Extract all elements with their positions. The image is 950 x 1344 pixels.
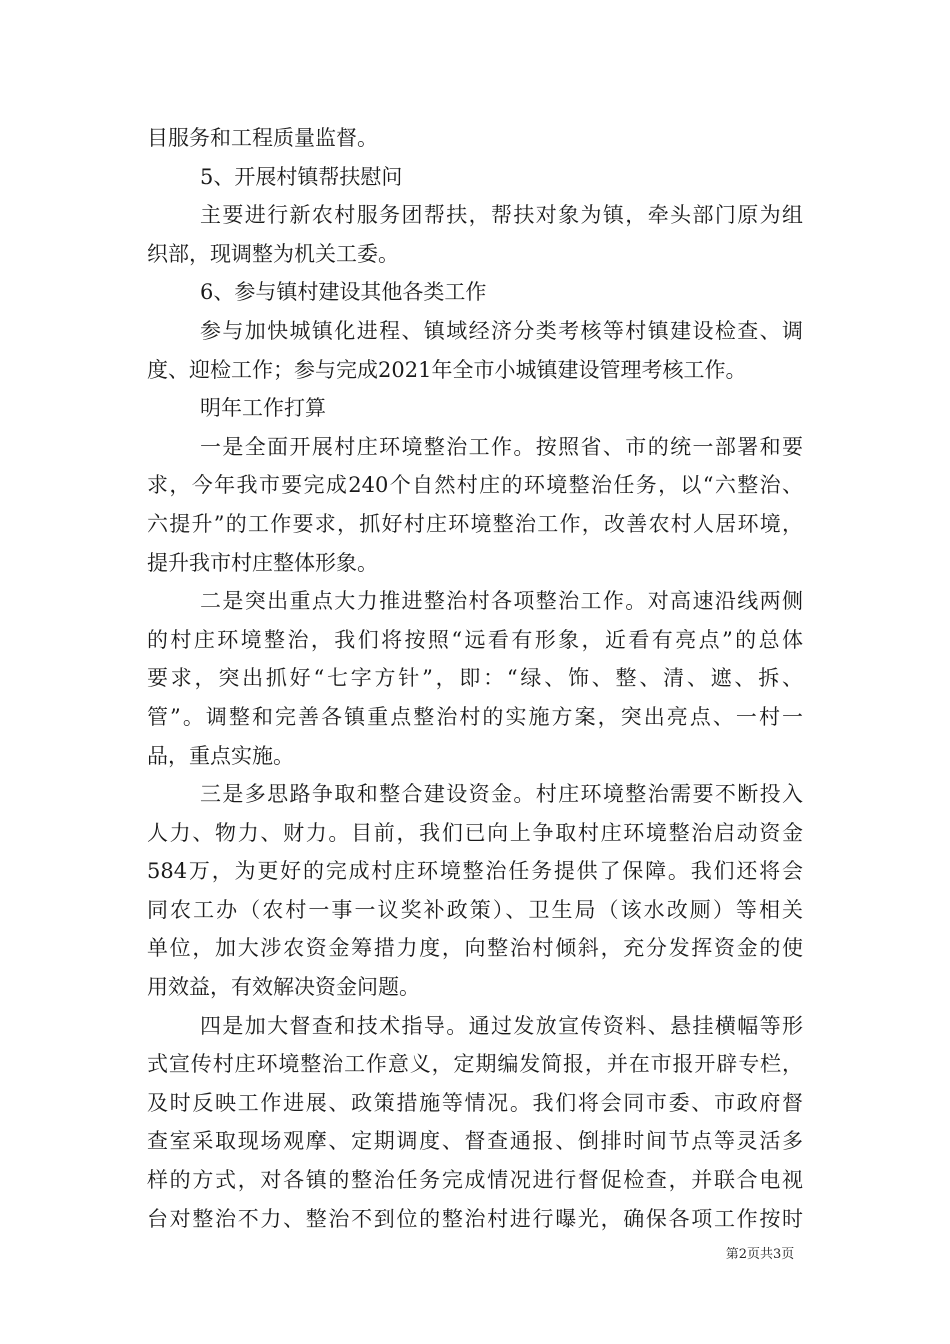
text-line: 式宣传村庄环境整治工作意义，定期编发简报，并在市报开辟专栏， bbox=[147, 1052, 803, 1077]
text-line: 度、迎检工作；参与完成2021年全市小城镇建设管理考核工作。 bbox=[147, 357, 747, 382]
text-line: 目服务和工程质量监督。 bbox=[147, 126, 378, 150]
text-line: 求，今年我市要完成240个自然村庄的环境整治任务，以“六整治、 bbox=[147, 473, 803, 498]
text-line: 584万，为更好的完成村庄环境整治任务提供了保障。我们还将会 bbox=[147, 859, 803, 884]
text-line: 三是多思路争取和整合建设资金。村庄环境整治需要不断投入 bbox=[200, 782, 803, 807]
text-line: 5、开展村镇帮扶慰问 bbox=[200, 164, 403, 189]
text-line: 六提升”的工作要求，抓好村庄环境整治工作，改善农村人居环境， bbox=[147, 511, 803, 536]
page-footer: 第2页共3页 bbox=[725, 1247, 795, 1262]
text-line: 台对整治不力、整治不到位的整治村进行曝光，确保各项工作按时 bbox=[147, 1206, 803, 1231]
text-line: 四是加大督查和技术指导。通过发放宣传资料、悬挂横幅等形 bbox=[200, 1013, 803, 1038]
text-line: 单位，加大涉农资金筹措力度，向整治村倾斜，充分发挥资金的使 bbox=[147, 936, 803, 961]
text-line: 提升我市村庄整体形象。 bbox=[147, 550, 378, 575]
text-line: 要求，突出抓好“七字方针”，即：“绿、饰、整、清、遮、拆、 bbox=[147, 666, 803, 691]
text-line: 及时反映工作进展、政策措施等情况。我们将会同市委、市政府督 bbox=[147, 1090, 803, 1115]
text-line: 用效益，有效解决资金问题。 bbox=[147, 975, 420, 1000]
text-line: 一是全面开展村庄环境整治工作。按照省、市的统一部署和要 bbox=[200, 434, 803, 459]
text-line: 二是突出重点大力推进整治村各项整治工作。对高速沿线两侧 bbox=[200, 589, 803, 614]
text-line: 管”。调整和完善各镇重点整治村的实施方案，突出亮点、一村一 bbox=[147, 704, 803, 729]
text-line: 同农工办（农村一事一议奖补政策）、卫生局（该水改厕）等相关 bbox=[147, 897, 803, 922]
text-line: 明年工作打算 bbox=[200, 396, 326, 421]
text-line: 人力、物力、财力。目前，我们已向上争取村庄环境整治启动资金 bbox=[147, 820, 803, 845]
text-line: 6、参与镇村建设其他各类工作 bbox=[200, 280, 487, 305]
text-line: 样的方式，对各镇的整治任务完成情况进行督促检查，并联合电视 bbox=[147, 1168, 803, 1193]
document-body bbox=[147, 119, 803, 1238]
text-line: 品，重点实施。 bbox=[147, 743, 294, 768]
text-line: 参与加快城镇化进程、镇域经济分类考核等村镇建设检查、调 bbox=[200, 318, 803, 343]
text-line: 的村庄环境整治，我们将按照“远看有形象，近看有亮点”的总体 bbox=[147, 627, 803, 652]
text-line: 主要进行新农村服务团帮扶，帮扶对象为镇，牵头部门原为组 bbox=[200, 203, 803, 228]
text-line: 查室采取现场观摩、定期调度、督查通报、倒排时间节点等灵活多 bbox=[147, 1129, 803, 1154]
text-line: 织部，现调整为机关工委。 bbox=[147, 241, 399, 266]
